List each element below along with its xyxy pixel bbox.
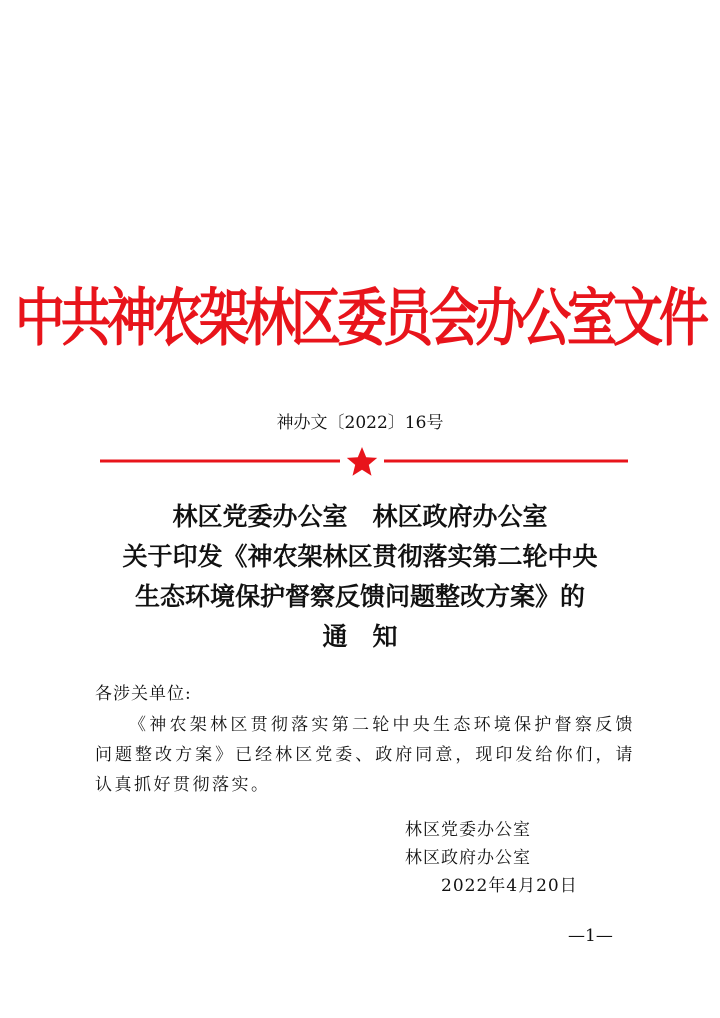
signature-org-party: 林区党委办公室: [405, 820, 531, 840]
document-number: 神办文〔2022〕16号: [276, 413, 444, 433]
signature-org-government: 林区政府办公室: [405, 848, 531, 868]
title-line-3: 生态环境保护督察反馈问题整改方案》的: [134, 582, 585, 611]
title-line-2: 关于印发《神农架林区贯彻落实第二轮中央: [122, 542, 598, 571]
title-line-1: 林区党委办公室 林区政府办公室: [172, 502, 548, 531]
notice-title: [0, 497, 720, 657]
red-divider: [0, 446, 720, 480]
star-icon: [347, 447, 377, 476]
signature-date: 2022年4月20日: [441, 876, 578, 896]
title-line-4: 通 知: [322, 622, 398, 651]
salutation: 各涉关单位:: [95, 684, 192, 704]
masthead-title: 中共神农架林区委员会办公室文件: [15, 281, 705, 355]
signature-block: [405, 816, 578, 900]
page-number: —1—: [568, 926, 613, 946]
body-paragraph: 《神农架林区贯彻落实第二轮中央生态环境保护督察反馈问题整改方案》已经林区党委、政府同意，现印发给你们，请认真抓好贯彻落实。: [95, 715, 635, 795]
